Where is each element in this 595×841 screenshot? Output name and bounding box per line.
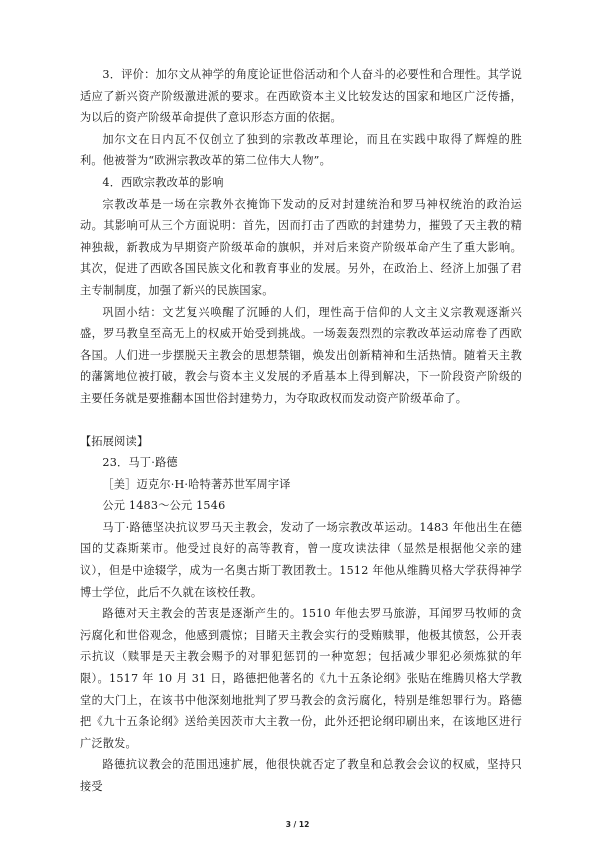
spacer <box>80 410 522 431</box>
page-number: 3 / 12 <box>285 820 310 829</box>
paragraph-evaluation: 3．评价：加尔文从神学的角度论证世俗活动和个人奋斗的必要性和合理性。其学说适应了新兴资产阶级激进派的要求。在西欧资本主义比较发达的国家和地区广泛传播，为以后的资产阶级革命提供了意识形态方面的依据。 <box>80 68 522 125</box>
article-byline: ［美］迈克尔·H·哈特著苏世军周宇译 <box>102 477 291 491</box>
paragraph-calvin-geneva: 加尔文在日内瓦不仅创立了独到的宗教改革理论，而且在实践中取得了辉煌的胜利。他被誉为“欧洲宗教改革的第二位伟大人物”。 <box>80 132 522 168</box>
paragraph-summary: 巩固小结：文艺复兴唤醒了沉睡的人们，理性高于信仰的人文主义宗教观逐渐兴盛，罗马教皇至高无上的权威开始受到挑战。一场轰轰烈烈的宗教改革运动席卷了西欧各国。人们进一步摆脱天主教会的思想禁锢，焕发出创新精神和生活热情。随着天主教的藩篱地位被打破，教会与资本主义发展的矛盾基本上得到解决，下一阶段资产阶级的主要任务就是要推翻本国世俗封建势力，为夺取政权而发动资产阶级革命了。 <box>80 305 522 405</box>
article-paragraph: 路德对天主教会的苦衷是逐渐产生的。1510 年他去罗马旅游，耳闻罗马牧师的贪污腐化和世俗观念，他感到震惊；目睹天主教会实行的受贿赎罪，他极其愤怒，公开表示抗议（赎罪是天主教会赐予的对罪犯惩罚的一种宽恕；包括减少罪犯必须炼狱的年限）。1517 年 10 月 31 日，路德把他著名的《九十五条论纲》张贴在维腾贝格大学教堂的大门上，在该书中他深刻地批判了罗马教会的贪污腐化，特别是维恕罪行为。路德把《九十五条论纲》送给美因茨市大主教一份，此外还把论纲印刷出来，在该地区进行广泛散发。 <box>80 607 522 750</box>
article-paragraph: 马丁·路德坚决抗议罗马天主教会，发动了一场宗教改革运动。1483 年他出生在德国的艾森斯莱市。他受过良好的高等教育，曾一度攻读法律（显然是根据他父亲的建议），但是中途辍学，成为一名奥古斯丁教团教士。1512 年他从维腾贝格大学获得神学博士学位，此后不久就在该校任教。 <box>80 520 522 599</box>
article-paragraph: 路德抗议教会的范围迅速扩展，他很快就否定了教皇和总教会会议的权威，坚持只接受 <box>80 758 522 793</box>
article-dates: 公元 1483～公元 1546 <box>102 499 226 513</box>
article-title: 23．马丁·路德 <box>102 456 178 470</box>
section-header-extended-reading: 【拓展阅读】 <box>80 434 149 448</box>
page-content <box>80 64 522 798</box>
paragraph-impact: 宗教改革是一场在宗教外衣掩饰下发动的反对封建统治和罗马神权统治的政治运动。其影响可从三个方面说明：首先，因而打击了西欧的封建势力，摧毁了天主教的精神独裁，新教成为早期资产阶级革命的旗帜，并对后来资产阶级革命产生了重大影响。其次，促进了西欧各国民族文化和教育事业的发展。另外，在政治上、经济上加强了君主专制制度，加强了新兴的民族国家。 <box>80 197 522 297</box>
heading-impact: 4．西欧宗教改革的影响 <box>102 175 224 189</box>
